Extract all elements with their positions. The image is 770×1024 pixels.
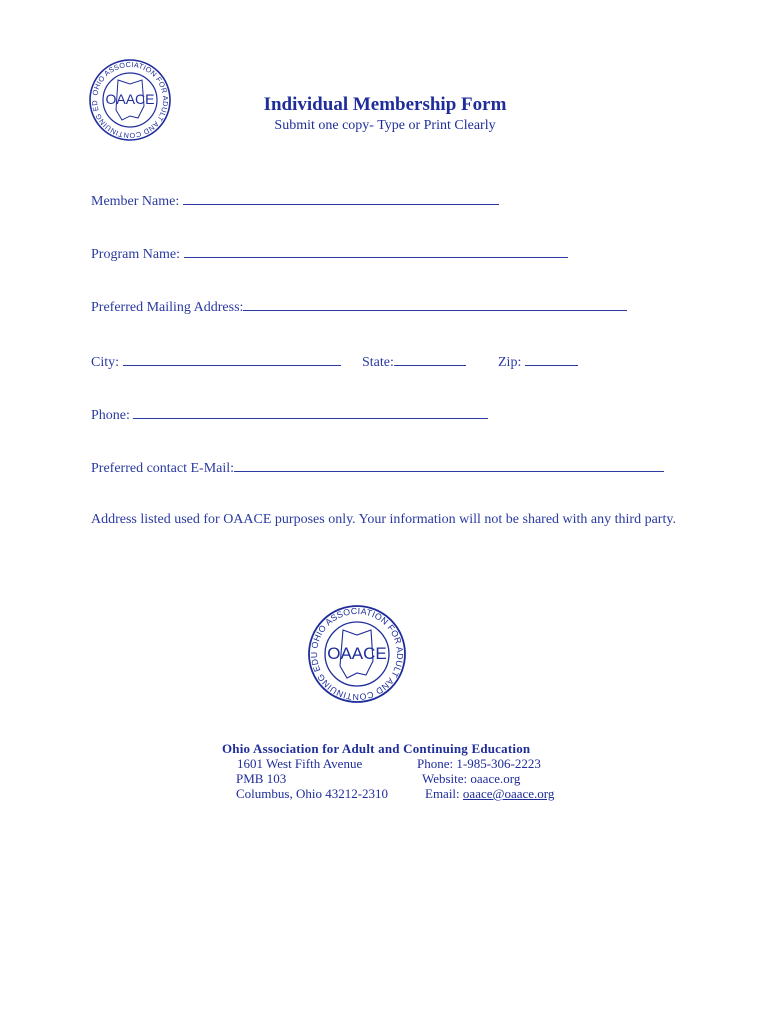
svg-text:OHIO ASSOCIATION FOR ADULT AND: OHIO ASSOCIATION FOR ADULT AND CONTINUING ED	[89, 59, 171, 141]
page-title: Individual Membership Form	[263, 94, 507, 115]
program-name-label: Program Name:	[91, 247, 181, 262]
state-field[interactable]	[394, 351, 466, 366]
privacy-note: Address listed used for OAACE purposes only. Your information will not be shared with any third party.	[91, 512, 676, 527]
email-field[interactable]	[234, 457, 664, 472]
member-name-field[interactable]	[183, 190, 499, 205]
zip-row	[498, 351, 578, 371]
city-field[interactable]	[123, 351, 341, 366]
member-name-row	[91, 190, 499, 210]
address-line-3: Columbus, Ohio 43212-2310	[236, 786, 389, 801]
email-row	[91, 457, 664, 477]
oaace-logo-bottom	[307, 604, 407, 704]
logo-text: OAACE	[105, 91, 155, 107]
org-name: Ohio Association for Adult and Continuing Education	[222, 741, 531, 756]
state-label: State:	[362, 355, 394, 370]
footer-website: Website: oaace.org	[422, 771, 521, 786]
page-subtitle: Submit one copy- Type or Print Clearly	[274, 118, 496, 133]
address-line-1: 1601 West Fifth Avenue	[237, 756, 363, 771]
city-label: City:	[91, 355, 120, 370]
address-line-2: PMB 103	[236, 771, 287, 786]
svg-text:OHIO ASSOCIATION FOR ADULT AND: OHIO ASSOCIATION FOR ADULT AND CONTINUING EDU	[308, 605, 406, 703]
mailing-address-row	[91, 296, 627, 316]
mailing-address-field[interactable]	[243, 296, 627, 311]
program-name-field[interactable]	[184, 243, 568, 258]
phone-row	[91, 404, 488, 424]
city-row	[91, 351, 341, 371]
state-row	[362, 351, 466, 371]
email-label: Preferred contact E-Mail:	[91, 461, 235, 476]
footer-phone: Phone: 1-985-306-2223	[417, 756, 541, 771]
mailing-address-label: Preferred Mailing Address:	[91, 300, 244, 315]
footer-email-row	[425, 786, 554, 802]
seal-icon	[307, 604, 407, 704]
zip-field[interactable]	[525, 351, 578, 366]
footer-email-label: Email:	[425, 786, 460, 801]
phone-field[interactable]	[133, 404, 488, 419]
zip-label: Zip:	[498, 355, 522, 370]
member-name-label: Member Name:	[91, 194, 180, 209]
phone-label: Phone:	[91, 408, 130, 423]
footer-email-link[interactable]: oaace@oaace.org	[462, 786, 555, 801]
logo-text: OAACE	[327, 644, 387, 663]
program-name-row	[91, 243, 568, 263]
